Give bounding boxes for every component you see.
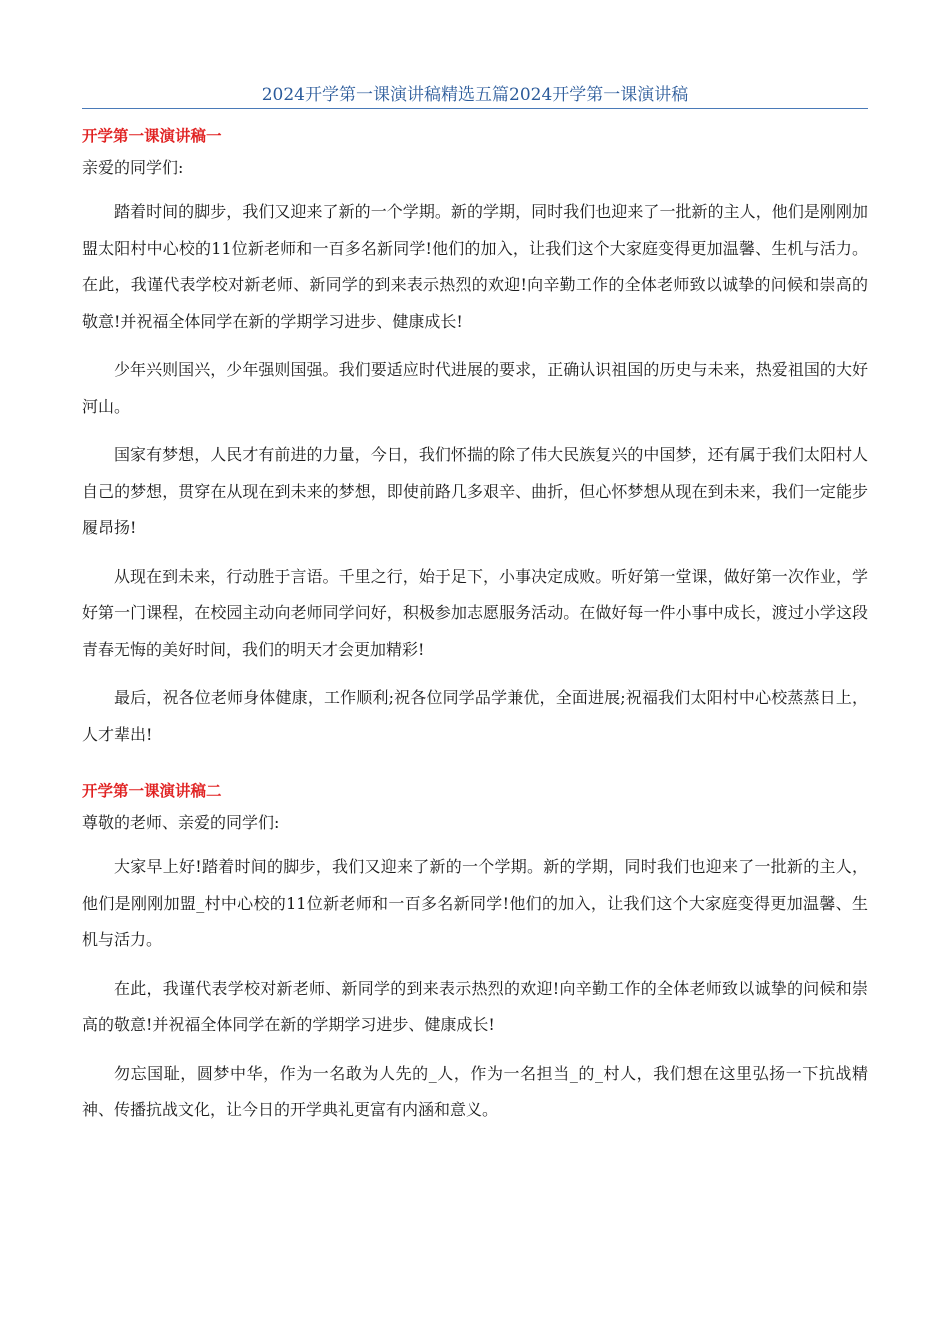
header-divider xyxy=(82,108,868,109)
salutation: 亲爱的同学们: xyxy=(82,158,184,177)
paragraph: 国家有梦想，人民才有前进的力量，今日，我们怀揣的除了伟大民族复兴的中国梦，还有属于我们太阳村人自己的梦想，贯穿在从现在到未来的梦想，即使前路几多艰辛、曲折，但心怀梦想从现在到未来，我们一定能步履昂扬! xyxy=(82,445,868,537)
paragraph: 勿忘国耻，圆梦中华，作为一名敢为人先的_人，作为一名担当_的_村人，我们想在这里弘扬一下抗战精神、传播抗战文化，让今日的开学典礼更富有内涵和意义。 xyxy=(82,1063,868,1119)
paragraph: 最后，祝各位老师身体健康，工作顺利;祝各位同学品学兼优，全面进展;祝福我们太阳村中心校蒸蒸日上，人才辈出! xyxy=(82,688,868,744)
salutation: 尊敬的老师、亲爱的同学们: xyxy=(82,813,280,832)
paragraph: 从现在到未来，行动胜于言语。千里之行，始于足下，小事决定成败。听好第一堂课，做好第一次作业，学好第一门课程，在校园主动向老师同学问好，积极参加志愿服务活动。在做好每一件小事中成长，渡过小学这段青春无悔的美好时间，我们的明天才会更加精彩! xyxy=(82,566,868,659)
document-body xyxy=(82,124,868,1129)
paragraph: 踏着时间的脚步，我们又迎来了新的一个学期。新的学期，同时我们也迎来了一批新的主人，他们是刚刚加盟太阳村中心校的11位新老师和一百多名新同学!他们的加入，让我们这个大家庭变得更加温馨、生机与活力。在此，我谨代表学校对新老师、新同学的到来表示热烈的欢迎!向辛勤工作的全体老师致以诚挚的问候和崇高的敬意!并祝福全体同学在新的学期学习进步、健康成长! xyxy=(82,202,868,331)
section-heading: 开学第一课演讲稿一 xyxy=(82,127,222,145)
speech-section-2 xyxy=(82,779,868,1129)
section-heading: 开学第一课演讲稿二 xyxy=(82,782,222,800)
page-header-title: 2024开学第一课演讲稿精选五篇2024开学第一课演讲稿 xyxy=(261,85,689,105)
paragraph: 在此，我谨代表学校对新老师、新同学的到来表示热烈的欢迎!向辛勤工作的全体老师致以诚挚的问候和崇高的敬意!并祝福全体同学在新的学期学习进步、健康成长! xyxy=(82,978,868,1034)
paragraph: 大家早上好!踏着时间的脚步，我们又迎来了新的一个学期。新的学期，同时我们也迎来了一批新的主人，他们是刚刚加盟_村中心校的11位新老师和一百多名新同学!他们的加入，让我们这个大家庭变得更加温馨、生机与活力。 xyxy=(82,857,868,949)
paragraph: 少年兴则国兴，少年强则国强。我们要适应时代进展的要求，正确认识祖国的历史与未来，热爱祖国的大好河山。 xyxy=(82,360,868,416)
speech-section-1 xyxy=(82,124,868,753)
